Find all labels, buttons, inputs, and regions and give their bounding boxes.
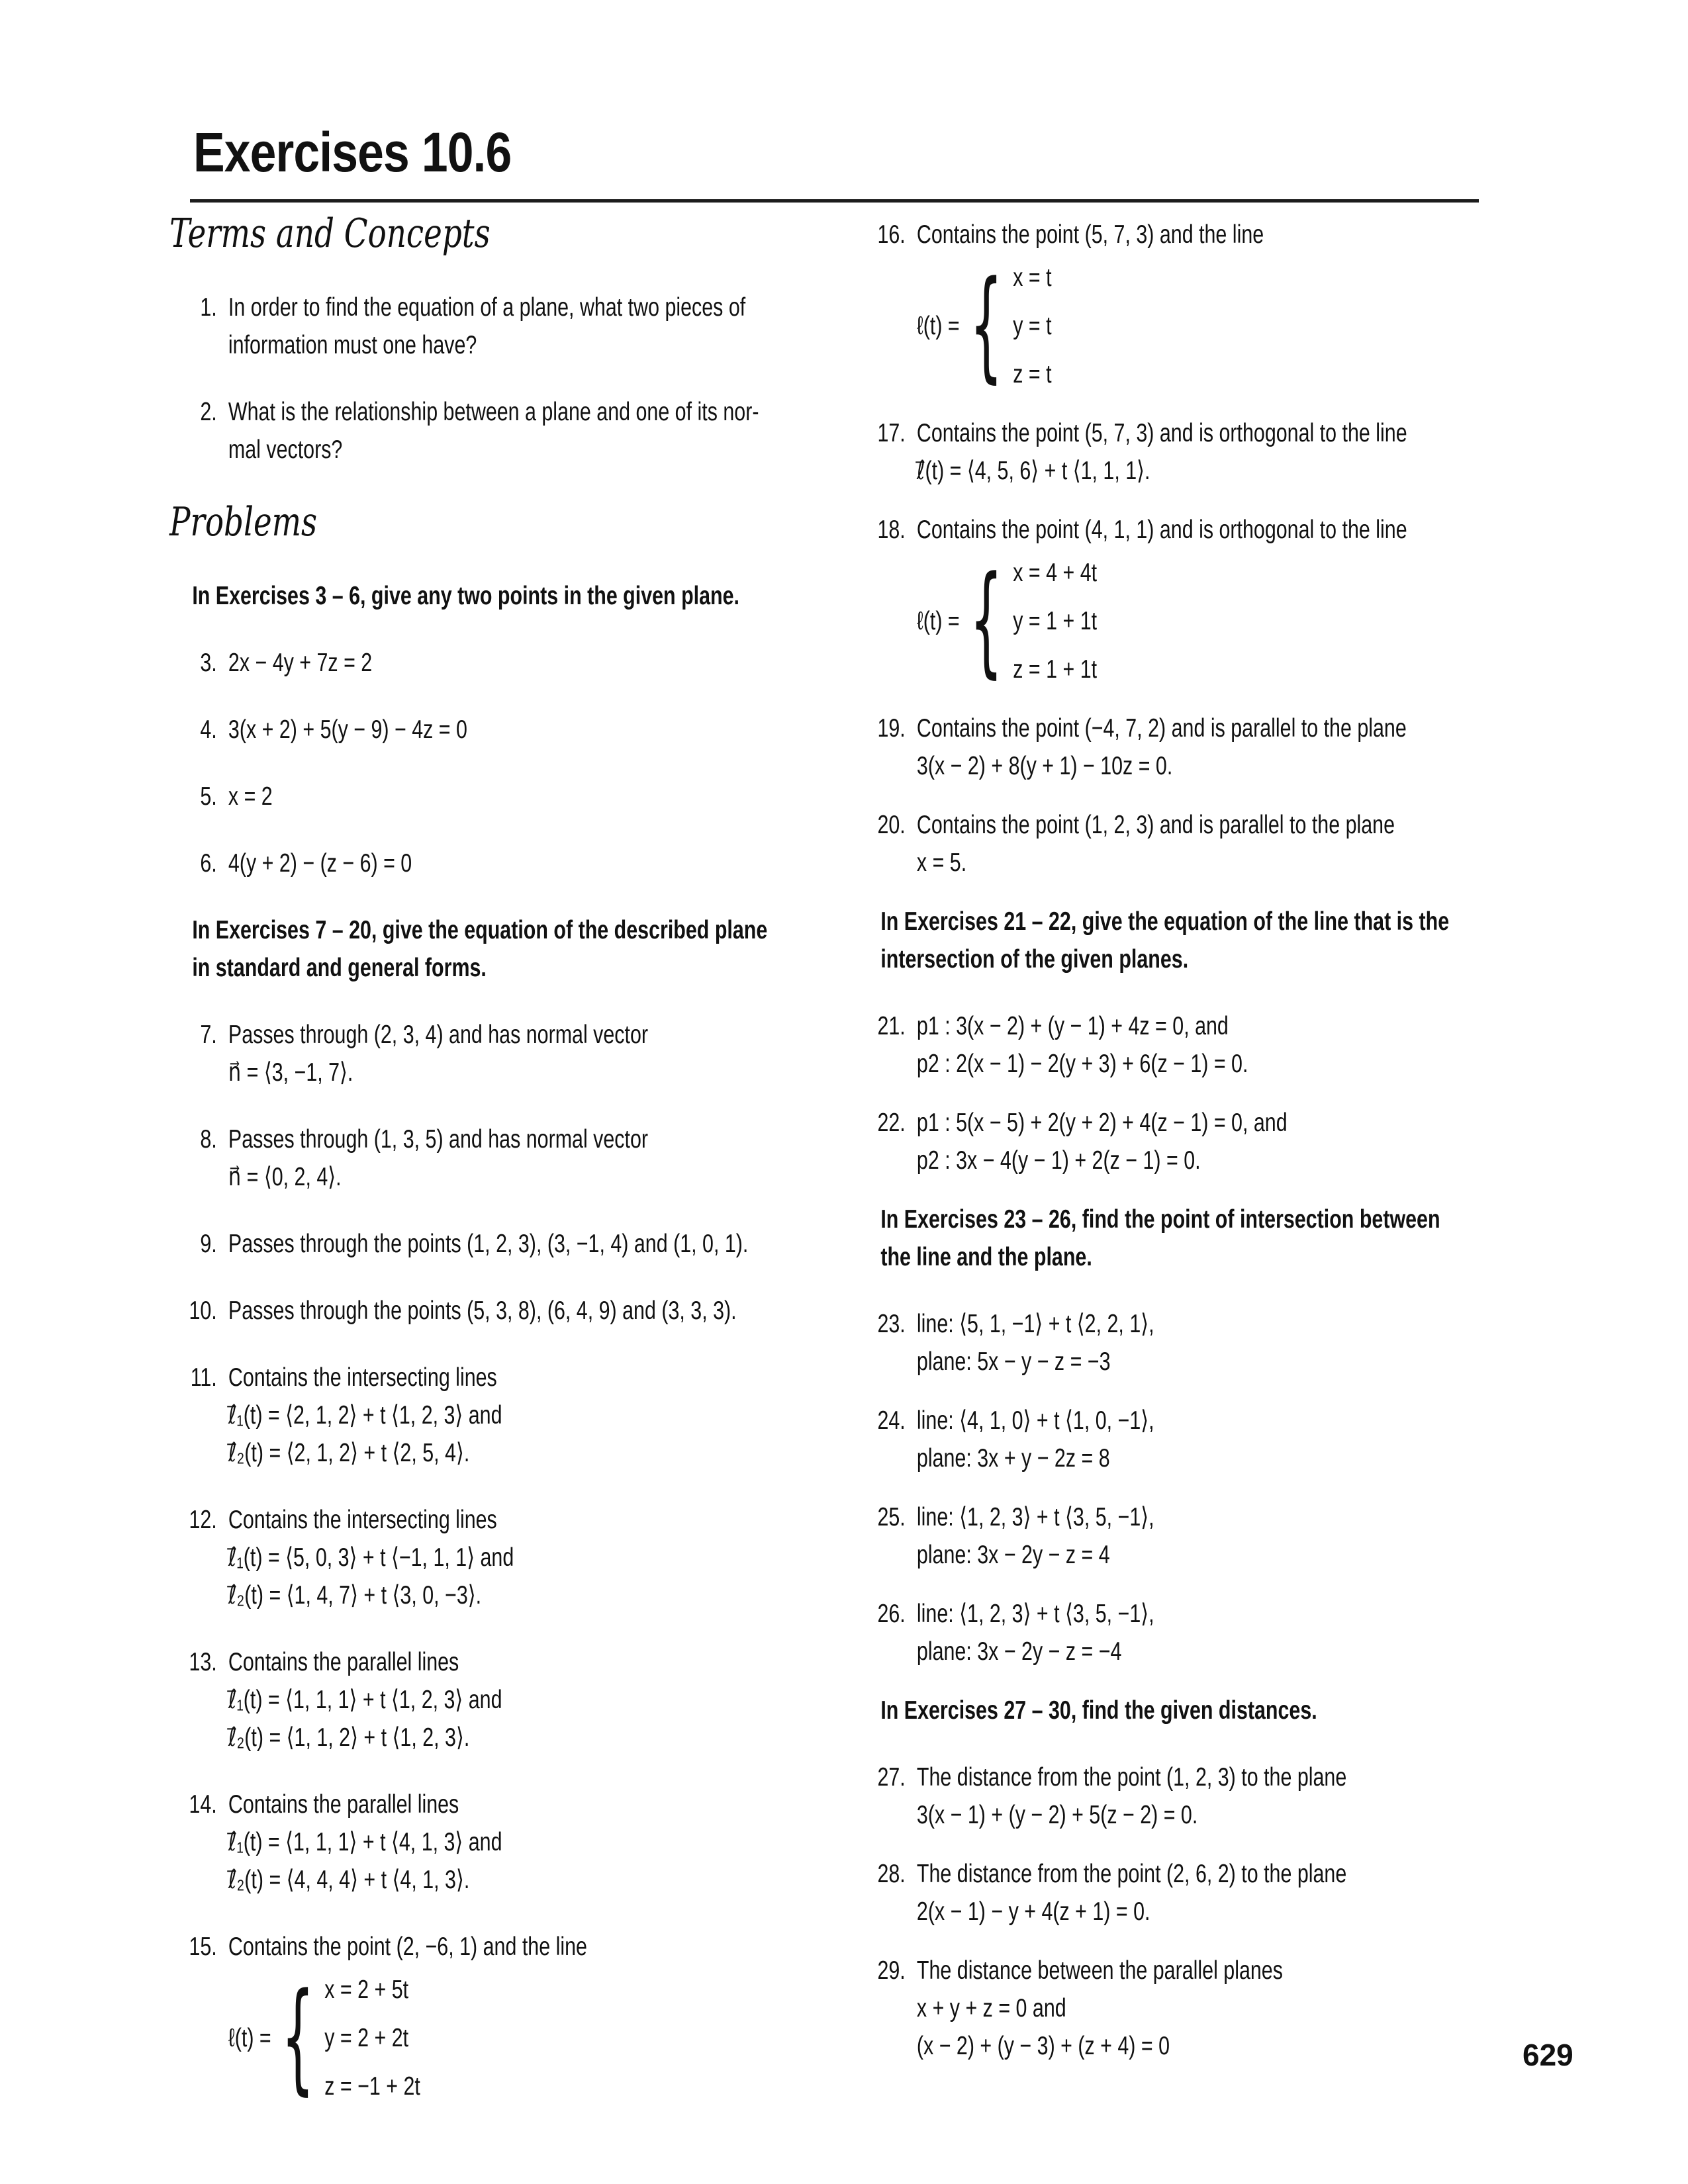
exercise-9 xyxy=(169,1225,810,1263)
item-body xyxy=(917,1402,1503,1477)
system-lines xyxy=(1013,259,1051,393)
exercise-12 xyxy=(169,1501,810,1614)
title-underline xyxy=(190,199,1479,203)
item-number: 3. xyxy=(200,649,217,677)
page-number: 629 xyxy=(1523,2038,1573,2072)
item-number: 15. xyxy=(189,1933,217,1961)
item-body xyxy=(917,1498,1503,1574)
exercise-18 xyxy=(858,511,1503,688)
item-number: 1. xyxy=(200,293,217,322)
item-body xyxy=(917,1305,1503,1381)
exercise-17 xyxy=(858,414,1503,490)
exercise-15 xyxy=(169,1928,810,2105)
item-line: Contains the point (−4, 7, 2) and is parallel to the plane xyxy=(916,714,1407,743)
item-body xyxy=(228,1225,810,1263)
exercise-1 xyxy=(169,289,810,364)
math-line: line: ⟨1, 2, 3⟩ + t ⟨3, 5, −1⟩, xyxy=(916,1503,1154,1531)
math-line: line: ⟨4, 1, 0⟩ + t ⟨1, 0, −1⟩, xyxy=(916,1406,1154,1435)
item-line: Contains the point (2, −6, 1) and the line xyxy=(228,1933,587,1961)
math-line: n⃗ = ⟨3, −1, 7⟩. xyxy=(228,1058,353,1087)
system-line: x = 4 + 4t xyxy=(1013,559,1098,587)
instruction-line: In Exercises 27 – 30, find the given distances. xyxy=(880,1696,1317,1725)
item-body xyxy=(228,393,810,469)
item-line: The distance from the point (2, 6, 2) to the plane xyxy=(916,1860,1347,1888)
item-number: 27. xyxy=(877,1763,906,1792)
exercise-14 xyxy=(169,1786,810,1899)
math-line: (x − 2) + (y − 3) + (z + 4) = 0 xyxy=(916,2032,1170,2060)
item-body xyxy=(917,1758,1503,1834)
item-line: Passes through the points (5, 3, 8), (6, 4, 9) and (3, 3, 3). xyxy=(228,1297,737,1325)
system-line: x = 2 + 5t xyxy=(324,1976,409,2004)
item-line: Contains the point (4, 1, 1) and is orthogonal to the line xyxy=(916,516,1407,544)
item-line: Passes through (1, 3, 5) and has normal vector xyxy=(228,1125,649,1154)
item-number: 4. xyxy=(200,715,217,744)
exercise-11 xyxy=(169,1359,810,1472)
item-number: 6. xyxy=(200,849,217,878)
instruction-line: in standard and general forms. xyxy=(192,954,487,982)
math-line: ℓ⃗₁(t) = ⟨2, 1, 2⟩ + t ⟨1, 2, 3⟩ and xyxy=(228,1401,502,1430)
system-brace: { xyxy=(969,551,1003,690)
system-brace: { xyxy=(281,1968,314,2107)
math-line: x = 2 xyxy=(228,782,273,811)
instruction-exercises-7-20 xyxy=(192,911,810,987)
instruction-line: In Exercises 21 – 22, give the equation of the line that is the xyxy=(880,907,1450,936)
item-number: 19. xyxy=(877,714,906,743)
item-body xyxy=(228,644,810,682)
exercise-21 xyxy=(858,1007,1503,1083)
math-line: x + y + z = 0 and xyxy=(916,1994,1066,2023)
section-heading-terms: Terms and Concepts xyxy=(169,210,491,257)
item-line: Contains the parallel lines xyxy=(228,1790,459,1819)
exercise-13 xyxy=(169,1643,810,1756)
item-number: 29. xyxy=(877,1956,906,1985)
item-body xyxy=(228,778,810,815)
math-line: ℓ⃗₁(t) = ⟨1, 1, 1⟩ + t ⟨4, 1, 3⟩ and xyxy=(228,1828,502,1856)
equation-system xyxy=(916,551,1503,690)
item-line: Passes through (2, 3, 4) and has normal vector xyxy=(228,1021,649,1049)
page-title: Exercises 10.6 xyxy=(193,121,512,183)
math-line: plane: 3x − 2y − z = −4 xyxy=(916,1637,1122,1666)
math-line: 3(x + 2) + 5(y − 9) − 4z = 0 xyxy=(228,715,467,744)
math-line: p2 : 2(x − 1) − 2(y + 3) + 6(z − 1) = 0. xyxy=(916,1050,1248,1078)
left-column xyxy=(169,209,810,2134)
math-line: ℓ⃗₂(t) = ⟨1, 4, 7⟩ + t ⟨3, 0, −3⟩. xyxy=(228,1581,482,1610)
item-number: 8. xyxy=(200,1125,217,1154)
item-line: information must one have? xyxy=(228,331,477,359)
item-number: 20. xyxy=(877,811,906,839)
item-line: Contains the point (1, 2, 3) and is parallel to the plane xyxy=(916,811,1395,839)
math-line: 3(x − 1) + (y − 2) + 5(z − 2) = 0. xyxy=(916,1801,1198,1829)
math-line: p2 : 3x − 4(y − 1) + 2(z − 1) = 0. xyxy=(916,1146,1201,1175)
exercise-22 xyxy=(858,1104,1503,1179)
item-body xyxy=(917,806,1503,882)
exercise-3 xyxy=(169,644,810,682)
instruction-line: intersection of the given planes. xyxy=(880,945,1189,974)
item-number: 13. xyxy=(189,1648,217,1676)
item-body xyxy=(228,844,810,882)
instruction-exercises-27-30 xyxy=(880,1692,1503,1729)
item-line: Contains the parallel lines xyxy=(228,1648,459,1676)
item-number: 26. xyxy=(877,1600,906,1628)
exercise-24 xyxy=(858,1402,1503,1477)
item-body xyxy=(917,1855,1503,1931)
system-line: z = 1 + 1t xyxy=(1013,655,1098,684)
item-line: Contains the point (5, 7, 3) and is orthogonal to the line xyxy=(916,419,1407,447)
item-line: What is the relationship between a plane and one of its nor- xyxy=(228,398,759,426)
system-line: x = t xyxy=(1013,263,1052,292)
item-body xyxy=(228,1359,810,1472)
exercise-28 xyxy=(858,1855,1503,1931)
math-line: ℓ⃗₂(t) = ⟨4, 4, 4⟩ + t ⟨4, 1, 3⟩. xyxy=(228,1866,470,1894)
math-line: 2x − 4y + 7z = 2 xyxy=(228,649,373,677)
item-line: Contains the point (5, 7, 3) and the line xyxy=(916,220,1264,249)
item-body xyxy=(228,1928,810,2105)
item-number: 5. xyxy=(200,782,217,811)
item-body xyxy=(917,1104,1503,1179)
instruction-line: the line and the plane. xyxy=(880,1243,1092,1271)
equation-system xyxy=(228,1968,810,2107)
exercise-16 xyxy=(858,216,1503,393)
item-number: 14. xyxy=(189,1790,217,1819)
item-line: The distance from the point (1, 2, 3) to the plane xyxy=(916,1763,1347,1792)
item-number: 7. xyxy=(200,1021,217,1049)
item-body xyxy=(917,1595,1503,1670)
math-line: 3(x − 2) + 8(y + 1) − 10z = 0. xyxy=(916,752,1173,780)
exercise-26 xyxy=(858,1595,1503,1670)
instruction-line: In Exercises 23 – 26, find the point of intersection between xyxy=(880,1205,1440,1234)
system-line: y = 1 + 1t xyxy=(1013,607,1098,635)
item-body xyxy=(917,511,1503,688)
item-number: 11. xyxy=(190,1363,217,1392)
exercise-23 xyxy=(858,1305,1503,1381)
item-body xyxy=(228,289,810,364)
math-line: plane: 3x + y − 2z = 8 xyxy=(916,1444,1110,1473)
instruction-exercises-23-26 xyxy=(880,1201,1503,1276)
math-line: ℓ⃗₂(t) = ⟨2, 1, 2⟩ + t ⟨2, 5, 4⟩. xyxy=(228,1439,470,1467)
math-line: ℓ⃗₁(t) = ⟨5, 0, 3⟩ + t ⟨−1, 1, 1⟩ and xyxy=(228,1543,514,1572)
item-body xyxy=(917,1007,1503,1083)
item-number: 18. xyxy=(877,516,906,544)
math-line: p1 : 5(x − 5) + 2(y + 2) + 4(z − 1) = 0, and xyxy=(916,1109,1288,1137)
item-body xyxy=(228,1016,810,1091)
system-line: y = 2 + 2t xyxy=(324,2024,409,2052)
math-line: ℓ⃗(t) = ⟨4, 5, 6⟩ + t ⟨1, 1, 1⟩. xyxy=(916,457,1150,485)
exercise-4 xyxy=(169,711,810,749)
item-number: 24. xyxy=(877,1406,906,1435)
item-body xyxy=(228,1786,810,1899)
item-body xyxy=(917,709,1503,785)
math-line: p1 : 3(x − 2) + (y − 1) + 4z = 0, and xyxy=(916,1012,1229,1040)
item-line: mal vectors? xyxy=(228,435,343,464)
exercise-20 xyxy=(858,806,1503,882)
item-body xyxy=(917,414,1503,490)
item-number: 2. xyxy=(200,398,217,426)
system-line: z = −1 + 2t xyxy=(324,2072,420,2101)
system-prefix: ℓ(t) = xyxy=(916,607,960,635)
math-line: line: ⟨1, 2, 3⟩ + t ⟨3, 5, −1⟩, xyxy=(916,1600,1154,1628)
system-line: z = t xyxy=(1013,360,1052,388)
system-brace: { xyxy=(969,255,1003,395)
item-number: 28. xyxy=(877,1860,906,1888)
exercise-6 xyxy=(169,844,810,882)
item-line: In order to find the equation of a plane, what two pieces of xyxy=(228,293,746,322)
exercise-7 xyxy=(169,1016,810,1091)
math-line: line: ⟨5, 1, −1⟩ + t ⟨2, 2, 1⟩, xyxy=(916,1310,1154,1338)
item-body xyxy=(228,1643,810,1756)
instruction-line: In Exercises 3 – 6, give any two points in the given plane. xyxy=(192,582,739,610)
math-line: n⃗ = ⟨0, 2, 4⟩. xyxy=(228,1163,342,1191)
math-line: ℓ⃗₁(t) = ⟨1, 1, 1⟩ + t ⟨1, 2, 3⟩ and xyxy=(228,1686,502,1714)
math-line: x = 5. xyxy=(916,848,967,877)
item-number: 25. xyxy=(877,1503,906,1531)
item-number: 17. xyxy=(877,419,906,447)
item-line: The distance between the parallel planes xyxy=(916,1956,1283,1985)
system-line: y = t xyxy=(1013,312,1052,340)
right-column xyxy=(858,216,1503,2086)
system-lines xyxy=(324,1971,420,2105)
system-prefix: ℓ(t) = xyxy=(228,2024,271,2052)
exercise-2 xyxy=(169,393,810,469)
item-body xyxy=(228,1120,810,1196)
system-lines xyxy=(1013,554,1097,688)
item-body xyxy=(917,216,1503,393)
item-number: 10. xyxy=(189,1297,217,1325)
item-body xyxy=(228,1292,810,1330)
item-body xyxy=(228,711,810,749)
item-number: 9. xyxy=(200,1230,217,1258)
item-number: 23. xyxy=(877,1310,906,1338)
item-line: Passes through the points (1, 2, 3), (3, −1, 4) and (1, 0, 1). xyxy=(228,1230,749,1258)
math-line: ℓ⃗₂(t) = ⟨1, 1, 2⟩ + t ⟨1, 2, 3⟩. xyxy=(228,1723,470,1752)
item-number: 12. xyxy=(189,1506,217,1534)
exercise-29 xyxy=(858,1952,1503,2065)
item-line: Contains the intersecting lines xyxy=(228,1363,497,1392)
instruction-line: In Exercises 7 – 20, give the equation of the described plane xyxy=(192,916,768,944)
exercise-25 xyxy=(858,1498,1503,1574)
exercise-5 xyxy=(169,778,810,815)
item-number: 21. xyxy=(877,1012,906,1040)
math-line: plane: 3x − 2y − z = 4 xyxy=(916,1541,1110,1569)
system-prefix: ℓ(t) = xyxy=(916,312,960,340)
instruction-exercises-21-22 xyxy=(880,903,1503,978)
instruction-exercises-3-6 xyxy=(192,577,810,615)
exercise-27 xyxy=(858,1758,1503,1834)
math-line: plane: 5x − y − z = −3 xyxy=(916,1347,1111,1376)
item-body xyxy=(917,1952,1503,2065)
item-line: Contains the intersecting lines xyxy=(228,1506,497,1534)
item-number: 22. xyxy=(877,1109,906,1137)
item-number: 16. xyxy=(877,220,906,249)
exercise-8 xyxy=(169,1120,810,1196)
item-body xyxy=(228,1501,810,1614)
math-line: 4(y + 2) − (z − 6) = 0 xyxy=(228,849,412,878)
math-line: 2(x − 1) − y + 4(z + 1) = 0. xyxy=(916,1897,1150,1926)
section-heading-problems: Problems xyxy=(169,499,318,545)
equation-system xyxy=(916,255,1503,395)
exercise-19 xyxy=(858,709,1503,785)
exercise-10 xyxy=(169,1292,810,1330)
